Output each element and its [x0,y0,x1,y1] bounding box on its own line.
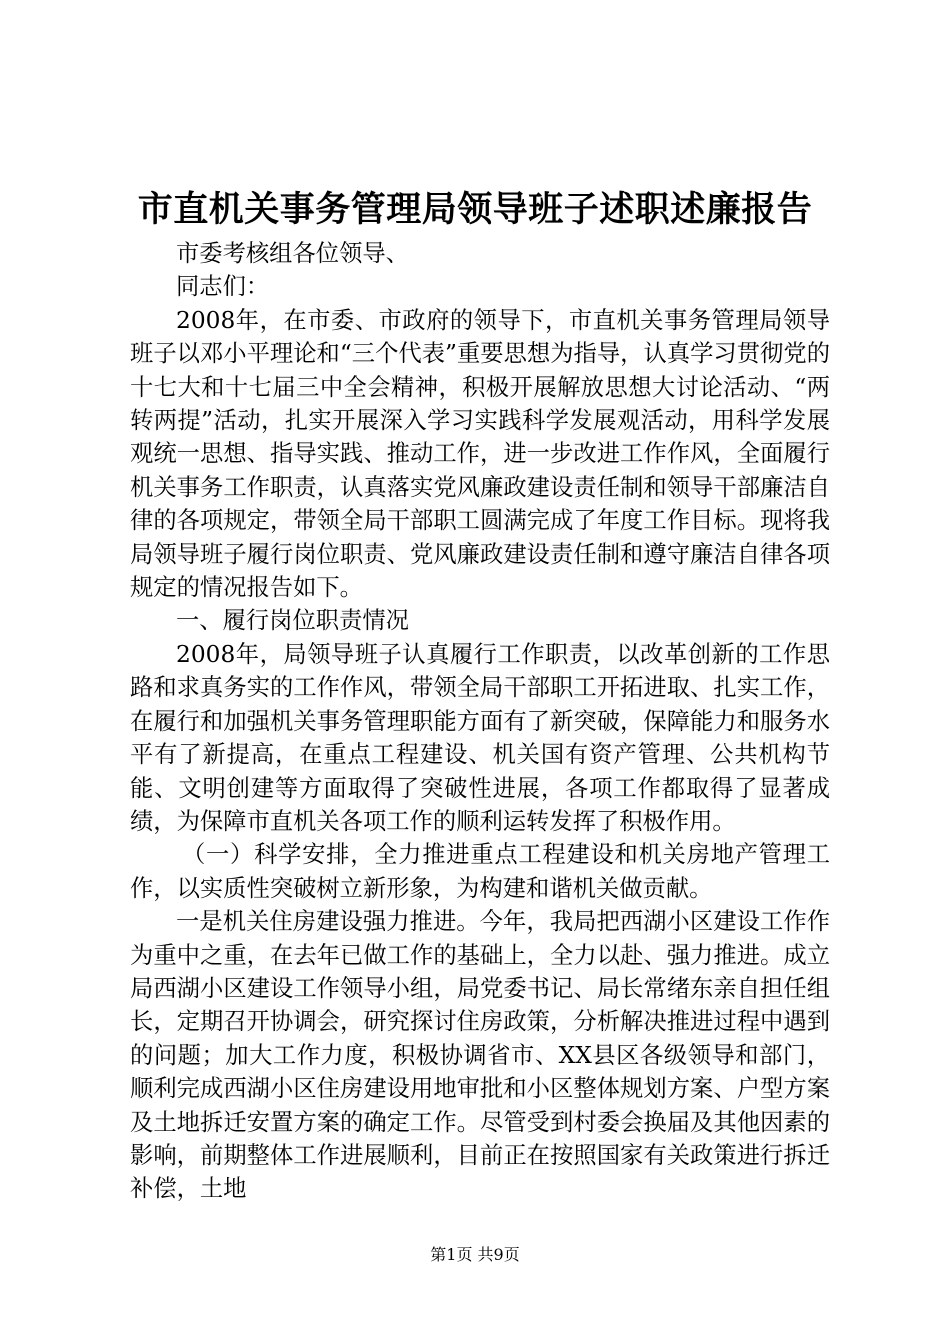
section-heading: 一、履行岗位职责情况 [176,607,409,635]
paragraph: 2008年，局领导班子认真履行工作职责，以改革创新的工作思路和求真务实的工作作风，带领全局干部职工开拓进取、扎实工作，在履行和加强机关事务管理职能方面有了新突破，保障能力和服务水平有了新提高，在重点工程建设、机关国有资产管理、公共机构节能、文明创建等方面取得了突破性进展，各项工作都取得了显著成绩，为保障市直机关各项工作的顺利运转发挥了积极作用。 [130,640,830,835]
paragraph: 一是机关住房建设强力推进。今年，我局把西湖小区建设工作作为重中之重，在去年已做工作的基础上，全力以赴、强力推进。成立局西湖小区建设工作领导小组，局党委书记、局长常绪东亲自担任组长，定期召开协调会，研究探讨住房政策，分析解决推进过程中遇到的问题；加大工作力度，积极协调省市、XX县区各级领导和部门，顺利完成西湖小区住房建设用地审批和小区整体规划方案、户型方案及土地拆迁安置方案的确定工作。尽管受到村委会换届及其他因素的影响，前期整体工作进展顺利，目前正在按照国家有关政策进行拆迁补偿，土地 [130,908,830,1203]
salutation-line: 市委考核组各位领导、 [176,240,409,267]
paragraph-intro: 2008年，在市委、市政府的领导下，市直机关事务管理局领导班子以邓小平理论和“三个代表”重要思想为指导，认真学习贯彻党的十七大和十七届三中全会精神，积极开展解放思想大讨论活动、“两转两提”活动，扎实开展深入学习实践科学发展观活动，用科学发展观统一思想、指导实践、推动工作，进一步改进工作作风，全面履行机关事务工作职责，认真落实党风廉政建设责任制和领导干部廉洁自律的各项规定，带领全局干部职工圆满完成了年度工作目标。现将我局领导班子履行岗位职责、党风廉政建设责任制和遵守廉洁自律各项规定的情况报告如下。 [130,306,830,602]
document-title: 市直机关事务管理局领导班子述职述廉报告 [137,189,813,230]
salutation-line: 同志们： [176,273,270,301]
page-footer: 第1页 共9页 [430,1245,520,1264]
subsection-heading: （一）科学安排，全力推进重点工程建设和机关房地产管理工作，以实质性突破树立新形象，为构建和谐机关做贡献。 [130,841,830,902]
document-body [130,237,830,1206]
